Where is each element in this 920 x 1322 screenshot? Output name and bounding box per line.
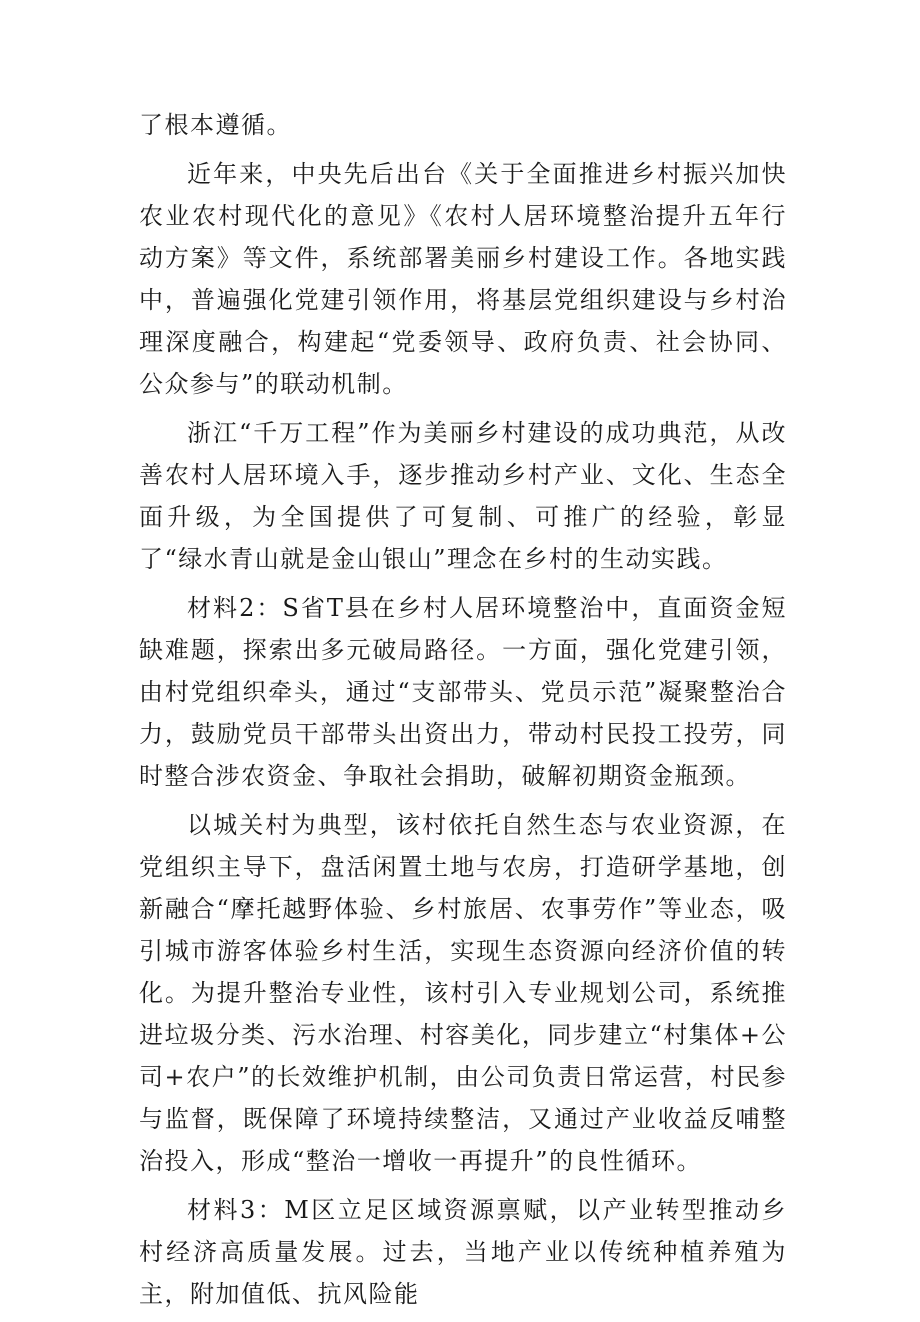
document-page bbox=[139, 104, 787, 1322]
paragraph-2: 近年来，中央先后出台《关于全面推进乡村振兴加快农业农村现代化的意见》《农村人居环境整治提升五年行动方案》等文件，系统部署美丽乡村建设工作。各地实践中，普遍强化党建引领作用，将基层党组织建设与乡村治理深度融合，构建起“党委领导、政府负责、社会协同、公众参与”的联动机制。 bbox=[139, 160, 787, 398]
paragraph-material-3: 材料3：M区立足区域资源禀赋，以产业转型推动乡村经济高质量发展。过去，当地产业以传统种植养殖为主，附加值低、抗风险能 bbox=[139, 1196, 787, 1308]
paragraph-chengguan-village: 以城关村为典型，该村依托自然生态与农业资源，在党组织主导下，盘活闲置土地与农房，打造研学基地，创新融合“摩托越野体验、乡村旅居、农事劳作”等业态，吸引城市游客体验乡村生活，实现生态资源向经济价值的转化。为提升整治专业性，该村引入专业规划公司，系统推进垃圾分类、污水治理、村容美化，同步建立“村集体+公司+农户”的长效维护机制，由公司负责日常运营，村民参与监督，既保障了环境持续整洁，又通过产业收益反哺整治投入，形成“整治一增收一再提升”的良性循环。 bbox=[139, 811, 787, 1175]
paragraph-material-2: 材料2：S省T县在乡村人居环境整治中，直面资金短缺难题，探索出多元破局路径。一方面，强化党建引领，由村党组织牵头，通过“支部带头、党员示范”凝聚整治合力，鼓励党员干部带头出资出力，带动村民投工投劳，同时整合涉农资金、争取社会捐助，破解初期资金瓶颈。 bbox=[139, 594, 787, 790]
paragraph-1: 了根本遵循。 bbox=[139, 111, 292, 139]
paragraph-3: 浙江“千万工程”作为美丽乡村建设的成功典范，从改善农村人居环境入手，逐步推动乡村产业、文化、生态全面升级，为全国提供了可复制、可推广的经验，彰显了“绿水青山就是金山银山”理念在乡村的生动实践。 bbox=[139, 419, 787, 573]
